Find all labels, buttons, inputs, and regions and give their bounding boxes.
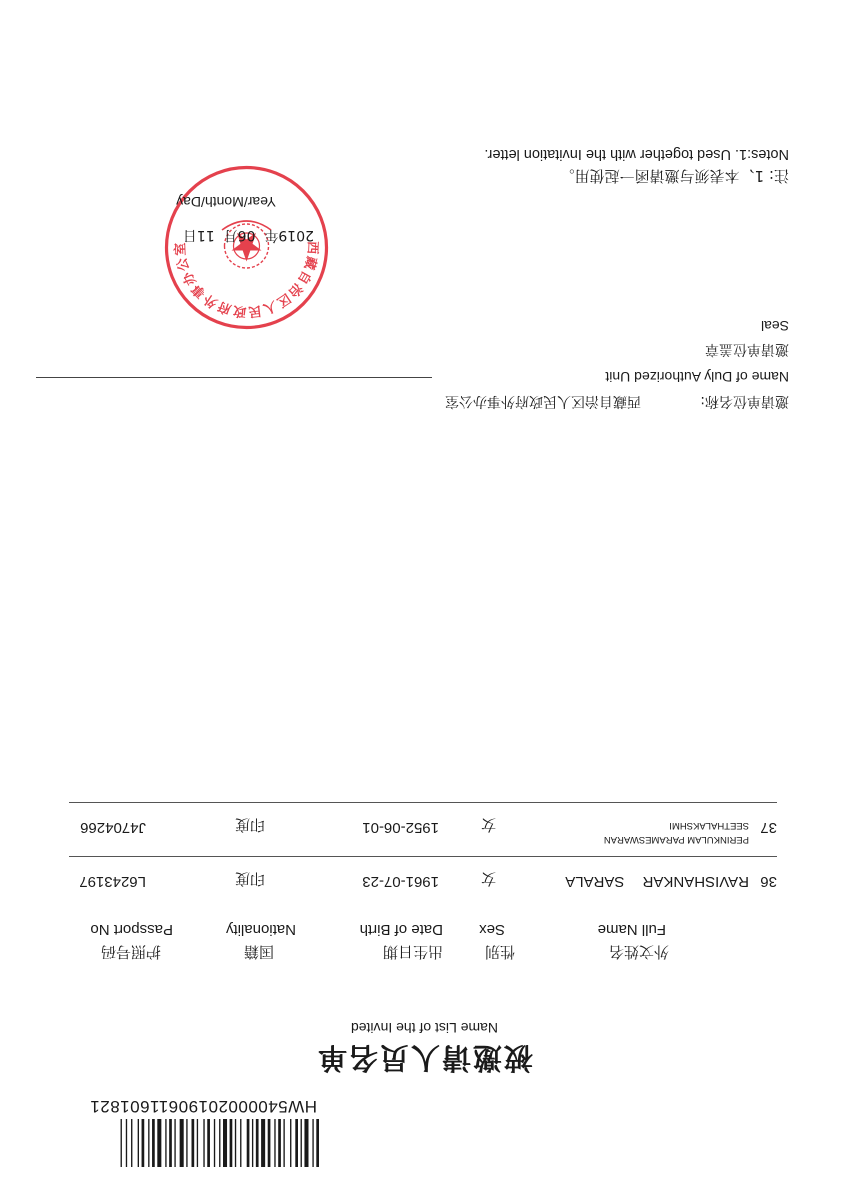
row-36-nationality: 印度 xyxy=(234,870,265,888)
row-36-dob: 1961-07-23 xyxy=(362,873,439,890)
barcode-bar xyxy=(278,1119,281,1167)
date-day: 11 xyxy=(196,227,215,243)
date-day-unit: 日 xyxy=(182,227,197,243)
barcode-bar xyxy=(207,1119,210,1167)
header-nationality-en: Nationality xyxy=(225,921,296,938)
date-month: 06 xyxy=(237,227,256,243)
title-chinese: 被邀请人员名单 xyxy=(316,1041,534,1075)
header-nationality-cn: 国籍 xyxy=(243,943,274,961)
barcode-bar xyxy=(261,1119,265,1167)
official-seal-stamp xyxy=(164,165,329,330)
header-name-cn: 外文姓名 xyxy=(608,943,669,961)
header-name-en: Full Name xyxy=(597,921,666,938)
barcode-bar xyxy=(180,1119,184,1167)
row-37-name-line1: PERINKULAM PARAMESWARAN xyxy=(603,834,749,845)
barcode-bar xyxy=(312,1119,313,1167)
header-dob-en: Date of Birth xyxy=(359,921,443,938)
row-37-number: 37 xyxy=(760,819,777,836)
date-year: 2019 xyxy=(278,227,314,243)
row-37-dob: 1952-06-01 xyxy=(362,819,439,836)
row-36-rule xyxy=(69,856,777,857)
row-37-sex: 女 xyxy=(480,816,496,834)
notes-cn: 注: 1、本表须与邀请函一起使用。 xyxy=(559,167,789,185)
barcode-bar xyxy=(223,1119,227,1167)
barcode-bar xyxy=(256,1119,259,1167)
header-sex-cn: 性别 xyxy=(484,943,515,961)
seal-label-cn: 邀请单位盖章 xyxy=(705,341,789,357)
inviting-unit-value-cn: 西藏自治区人民政府外事办公室 xyxy=(445,393,641,409)
barcode-bar xyxy=(214,1119,215,1167)
row-37-name-line2: SEETHALAKSHMI xyxy=(669,820,749,831)
barcode-bar xyxy=(290,1119,291,1167)
barcode-bar xyxy=(169,1119,172,1167)
barcode-bar xyxy=(240,1119,241,1167)
row-36-passport: L6243197 xyxy=(79,873,146,890)
barcode-bar xyxy=(252,1119,253,1167)
barcode-bar xyxy=(152,1119,155,1167)
barcode-bar xyxy=(121,1119,122,1167)
row-36-sex: 女 xyxy=(480,870,496,888)
barcode-bar xyxy=(186,1119,187,1167)
date-year-unit: 年 xyxy=(264,227,279,243)
inviting-unit-underline xyxy=(36,377,432,378)
row-37-rule xyxy=(69,802,777,803)
barcode-bar xyxy=(165,1119,166,1167)
barcode-bar xyxy=(148,1119,149,1167)
date-month-unit: 月 xyxy=(223,227,238,243)
barcode-bar xyxy=(192,1119,195,1167)
barcode-bar xyxy=(304,1119,308,1167)
header-passport-cn: 护照号码 xyxy=(100,943,161,961)
barcode-bar xyxy=(203,1119,204,1167)
notes-en: Notes:1. Used together with the Invitation letter. xyxy=(484,146,789,162)
barcode-bar xyxy=(174,1119,175,1167)
seal-label-en: Seal xyxy=(760,318,789,334)
title-english: Name List of the Invited xyxy=(350,1020,499,1036)
barcode-number: HW540000201906116018​21 xyxy=(89,1097,317,1116)
barcode-bar xyxy=(247,1119,250,1167)
inviting-unit-label-en: Name of Duly Authorized Unit xyxy=(605,369,789,385)
issue-date xyxy=(183,226,314,246)
row-37-passport: J4704266 xyxy=(80,819,146,836)
header-sex-en: Sex xyxy=(479,921,505,938)
barcode-bar xyxy=(142,1119,145,1167)
stamp-arc-text: 西藏自治区人民政府外事办公室 xyxy=(173,240,320,319)
barcode-bar xyxy=(283,1119,284,1167)
barcode-bar xyxy=(126,1119,127,1167)
row-36-number: 36 xyxy=(760,873,777,890)
header-dob-cn: 出生日期 xyxy=(382,943,443,961)
barcode-bar xyxy=(197,1119,198,1167)
barcode-bar xyxy=(230,1119,233,1167)
barcode-bar xyxy=(316,1119,319,1167)
barcode-bar xyxy=(268,1119,271,1167)
barcode-bar xyxy=(157,1119,161,1167)
barcode-bar xyxy=(219,1119,220,1167)
barcode-bar xyxy=(301,1119,302,1167)
barcode-bar xyxy=(131,1119,132,1167)
header-passport-en: Passport No xyxy=(90,921,173,938)
row-37-nationality: 印度 xyxy=(234,816,265,834)
barcode-bar xyxy=(138,1119,139,1167)
barcode-bar xyxy=(295,1119,298,1167)
date-format-label: Year/Month/Day xyxy=(176,194,276,210)
barcode-bar xyxy=(274,1119,275,1167)
row-36-name: RAVISHANKAR SARALA xyxy=(565,873,749,890)
inviting-unit-label-cn: 邀请单位名称: xyxy=(700,393,789,409)
barcode-bar xyxy=(235,1119,236,1167)
barcode xyxy=(70,1119,319,1167)
